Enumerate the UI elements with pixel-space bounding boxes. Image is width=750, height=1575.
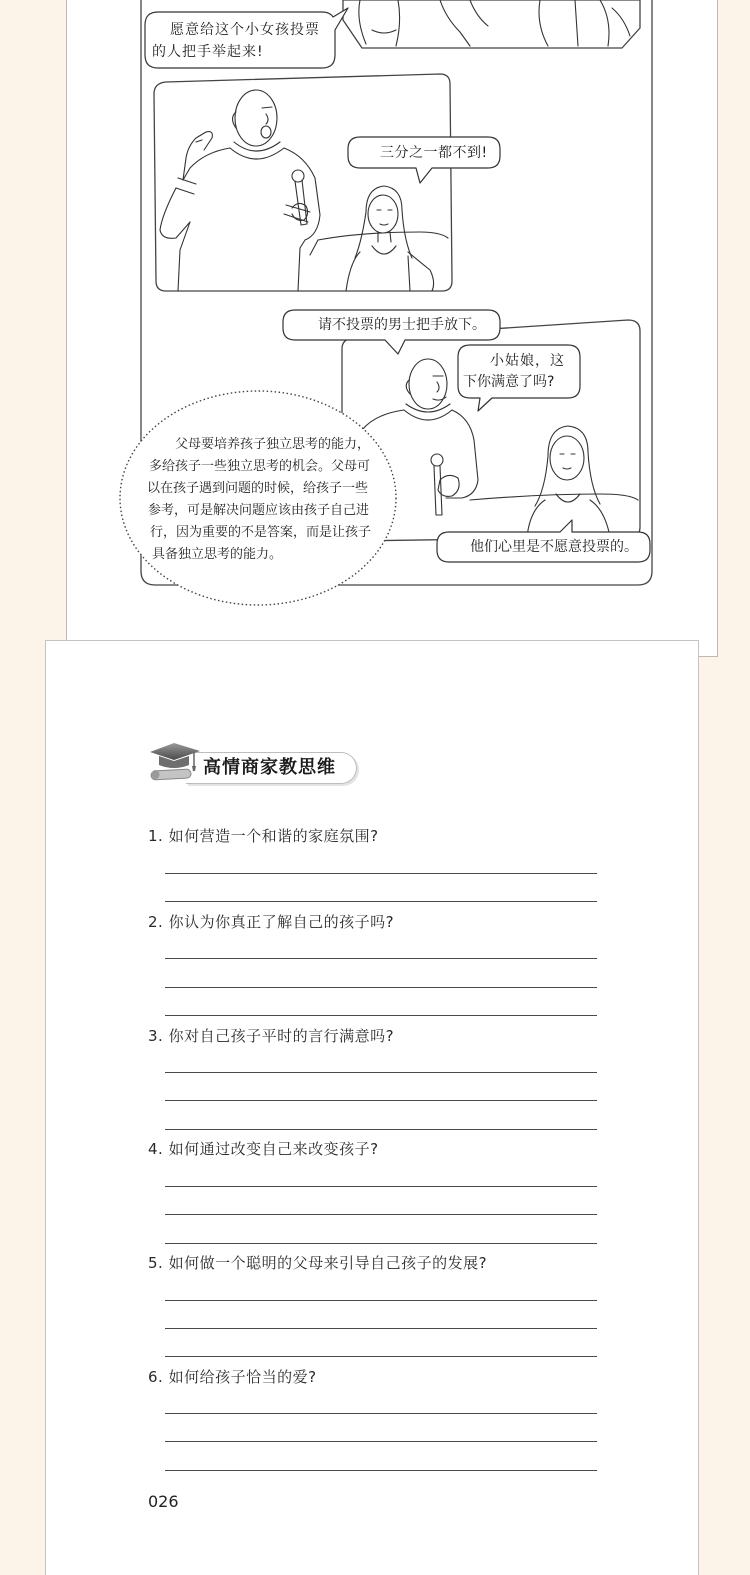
illustration-man-speaking xyxy=(160,90,320,291)
tip-line: 具备独立思考的能力。 xyxy=(152,547,283,562)
speech-bubble-satisfied-line2: 下你满意了吗? xyxy=(463,374,555,390)
speech-bubble-vote-request-line2: 的人把手举起来! xyxy=(152,44,264,60)
tip-line: 行，因为重要的不是答案，而是让孩子 xyxy=(150,525,372,540)
answer-line xyxy=(165,1129,597,1130)
question-4: 4. 如何通过改变自己来改变孩子? xyxy=(148,1140,379,1158)
answer-line xyxy=(165,987,597,988)
page-number: 026 xyxy=(148,1492,179,1511)
answer-line xyxy=(165,1356,597,1357)
answer-line xyxy=(165,1186,597,1187)
question-6: 6. 如何给孩子恰当的爱? xyxy=(148,1368,317,1386)
tip-line: 参考，可是解决问题应该由孩子自己进 xyxy=(148,503,370,518)
question-1: 1. 如何营造一个和谐的家庭氛围? xyxy=(148,827,379,845)
answer-line xyxy=(165,1328,597,1329)
section-title-tag xyxy=(186,752,357,784)
panel-2 xyxy=(154,74,452,291)
answer-line xyxy=(165,1300,597,1301)
tip-line: 以在孩子遇到问题的时候，给孩子一些 xyxy=(147,481,369,496)
section-title: 高情商家教思维 xyxy=(203,757,336,778)
speech-bubble-hands-down-text: 请不投票的男士把手放下。 xyxy=(318,317,486,333)
graduation-cap-icon xyxy=(148,741,202,781)
tip-line: 父母要培养孩子独立思考的能力， xyxy=(175,437,371,452)
question-5: 5. 如何做一个聪明的父母来引导自己孩子的发展? xyxy=(148,1254,488,1272)
worksheet-page xyxy=(45,640,699,1575)
tip-line: 多给孩子一些独立思考的机会。父母可 xyxy=(149,459,371,474)
answer-line xyxy=(165,1100,597,1101)
answer-line xyxy=(165,1470,597,1471)
question-2: 2. 你认为你真正了解自己的孩子吗? xyxy=(148,913,395,931)
answer-line xyxy=(165,1072,597,1073)
answer-line xyxy=(165,1413,597,1414)
speech-bubble-unwilling-text: 他们心里是不愿意投票的。 xyxy=(470,539,638,555)
answer-line xyxy=(165,958,597,959)
illustration-standing-people xyxy=(359,0,630,46)
answer-line xyxy=(165,1243,597,1244)
answer-line xyxy=(165,901,597,902)
illustration-girl xyxy=(310,186,448,291)
answer-line xyxy=(165,873,597,874)
question-3: 3. 你对自己孩子平时的言行满意吗? xyxy=(148,1027,395,1045)
speech-bubble-less-than-third-text: 三分之一都不到! xyxy=(380,145,488,161)
illustration-girl-seated xyxy=(470,426,638,537)
speech-bubble-satisfied-line1: 小姑娘，这 xyxy=(490,353,565,369)
panel-1 xyxy=(343,0,640,48)
answer-line xyxy=(165,1015,597,1016)
speech-bubble-vote-request-line1: 愿意给这个小女孩投票 xyxy=(170,22,320,38)
answer-line xyxy=(165,1214,597,1215)
answer-line xyxy=(165,1441,597,1442)
tip-ellipse xyxy=(120,391,396,605)
